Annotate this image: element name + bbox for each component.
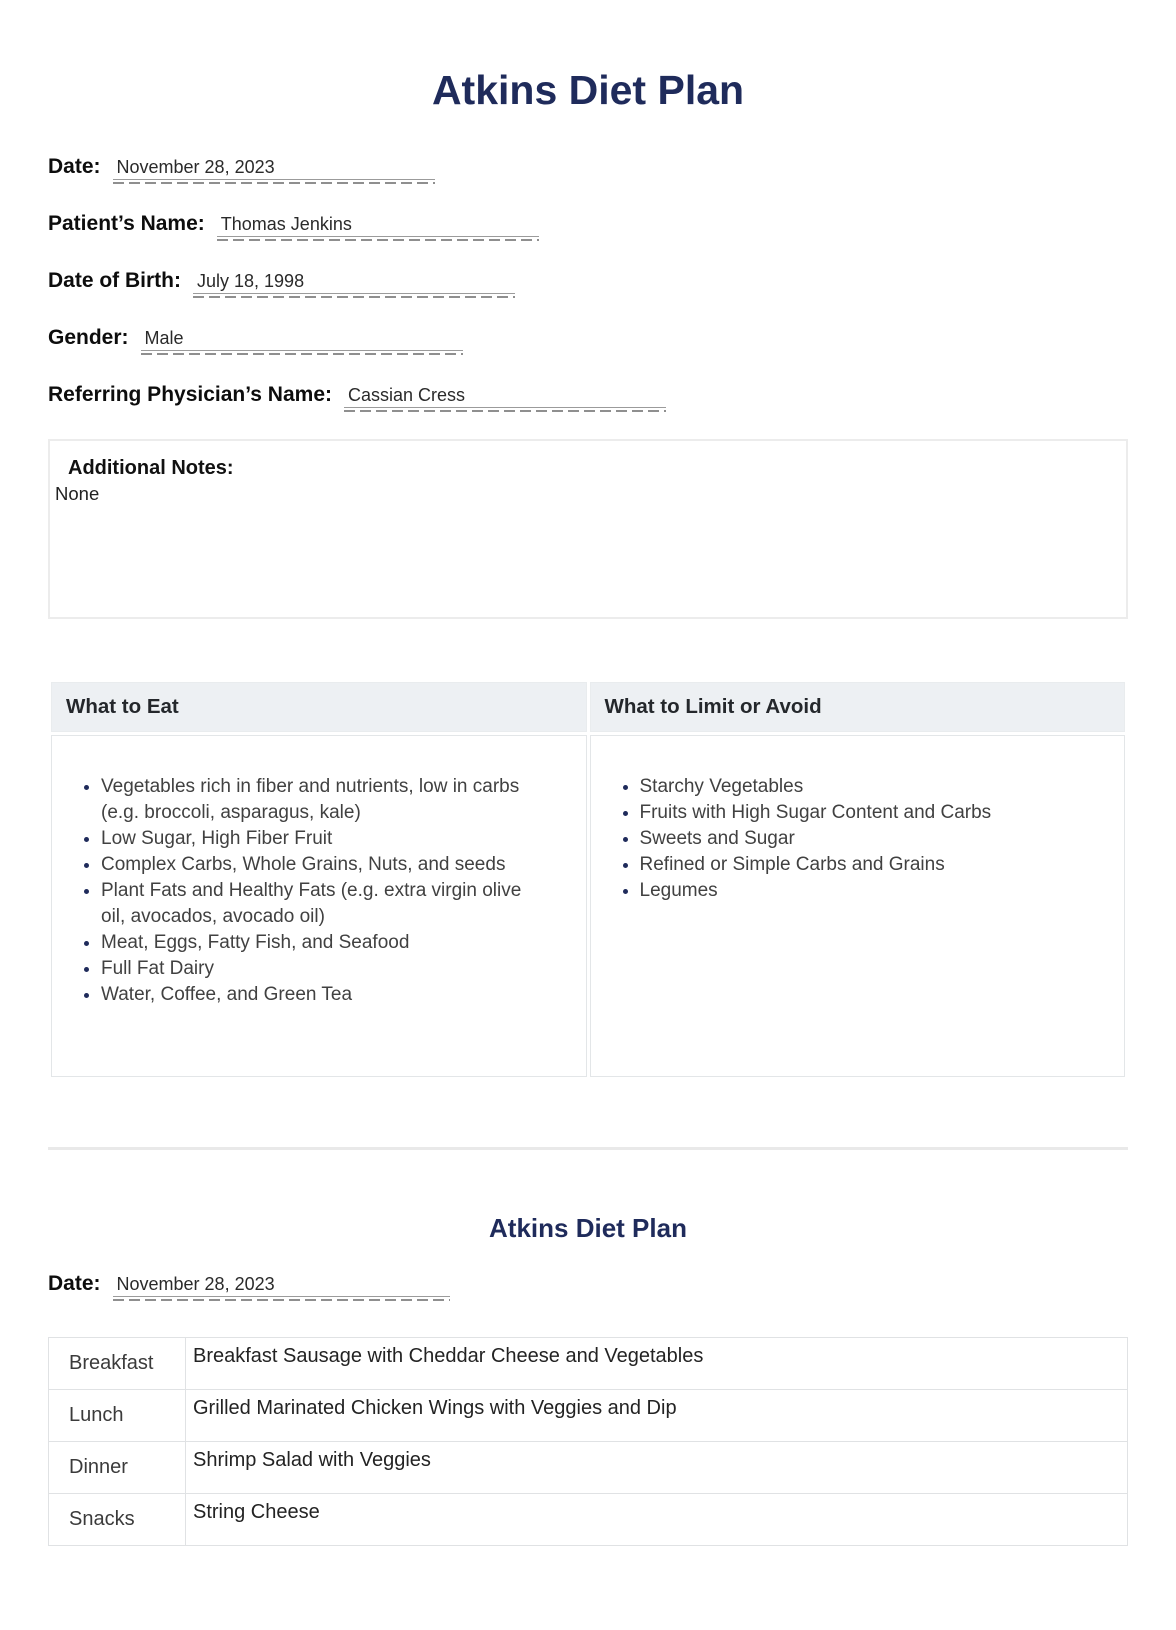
food-table-body-row	[51, 735, 1125, 1077]
field-row-date	[48, 154, 1128, 184]
snacks-label: Snacks	[49, 1494, 186, 1546]
dinner-label: Dinner	[49, 1442, 186, 1494]
gender-value: Male	[141, 329, 463, 355]
date-of-birth-value: July 18, 1998	[193, 272, 515, 298]
list-item: • Meat, Eggs, Fatty Fish, and Seafood	[101, 930, 541, 956]
snacks-value: String Cheese	[186, 1494, 1128, 1546]
list-item: • Low Sugar, High Fiber Fruit	[101, 826, 541, 852]
breakfast-value: Breakfast Sausage with Cheddar Cheese and Vegetables	[186, 1338, 1128, 1390]
lunch-value: Grilled Marinated Chicken Wings with Veggies and Dip	[186, 1390, 1128, 1442]
what-to-eat-list	[64, 774, 572, 1008]
dinner-value: Shrimp Salad with Veggies	[186, 1442, 1128, 1494]
list-item: • Legumes	[640, 878, 1080, 904]
table-row-snacks	[49, 1494, 1128, 1546]
list-item: • Water, Coffee, and Green Tea	[101, 982, 541, 1008]
what-to-eat-header: What to Eat	[51, 682, 587, 732]
list-item: • Fruits with High Sugar Content and Carbs	[640, 800, 1080, 826]
list-item: • Refined or Simple Carbs and Grains	[640, 852, 1080, 878]
section-divider	[48, 1147, 1128, 1150]
referring-physician-label: Referring Physician’s Name:	[48, 383, 332, 406]
table-row-breakfast	[49, 1338, 1128, 1390]
what-to-eat-cell	[51, 735, 587, 1077]
what-to-avoid-cell	[590, 735, 1126, 1077]
what-to-avoid-header: What to Limit or Avoid	[590, 682, 1126, 732]
table-row-lunch	[49, 1390, 1128, 1442]
what-to-avoid-list	[603, 774, 1111, 904]
field-row-patient-name	[48, 211, 1128, 241]
field-row-gender	[48, 325, 1128, 355]
additional-notes-value: None	[55, 483, 100, 504]
food-guidance-table	[48, 679, 1128, 1080]
list-item: • Complex Carbs, Whole Grains, Nuts, and seeds	[101, 852, 541, 878]
meal-plan-title: Atkins Diet Plan	[489, 1213, 687, 1243]
list-item: • Plant Fats and Healthy Fats (e.g. extra virgin olive oil, avocados, avocado oil)	[101, 878, 541, 930]
table-row-dinner	[49, 1442, 1128, 1494]
date-value: November 28, 2023	[113, 158, 435, 184]
meal-plan-table	[48, 1337, 1128, 1546]
gender-label: Gender:	[48, 326, 129, 349]
list-item: • Full Fat Dairy	[101, 956, 541, 982]
document-title: Atkins Diet Plan	[431, 67, 745, 113]
patient-info-section	[48, 154, 1128, 412]
date-label: Date:	[48, 155, 101, 178]
referring-physician-value: Cassian Cress	[344, 386, 666, 412]
food-table-header-row	[51, 682, 1125, 732]
patient-name-label: Patient’s Name:	[48, 212, 205, 235]
list-item: • Starchy Vegetables	[640, 774, 1080, 800]
meal-plan-date-value: November 28, 2023	[113, 1275, 450, 1301]
additional-notes-label: Additional Notes:	[68, 457, 234, 479]
list-item: • Sweets and Sugar	[640, 826, 1080, 852]
list-item: • Vegetables rich in fiber and nutrients, low in carbs (e.g. broccoli, asparagus, kale)	[101, 774, 541, 826]
date-of-birth-label: Date of Birth:	[48, 269, 181, 292]
lunch-label: Lunch	[49, 1390, 186, 1442]
field-row-referring-physician	[48, 382, 1128, 412]
breakfast-label: Breakfast	[49, 1338, 186, 1390]
patient-name-value: Thomas Jenkins	[217, 215, 539, 241]
field-row-date-of-birth	[48, 268, 1128, 298]
additional-notes-box	[48, 439, 1128, 619]
field-row-meal-plan-date	[48, 1271, 1128, 1301]
meal-plan-date-label: Date:	[48, 1272, 101, 1295]
